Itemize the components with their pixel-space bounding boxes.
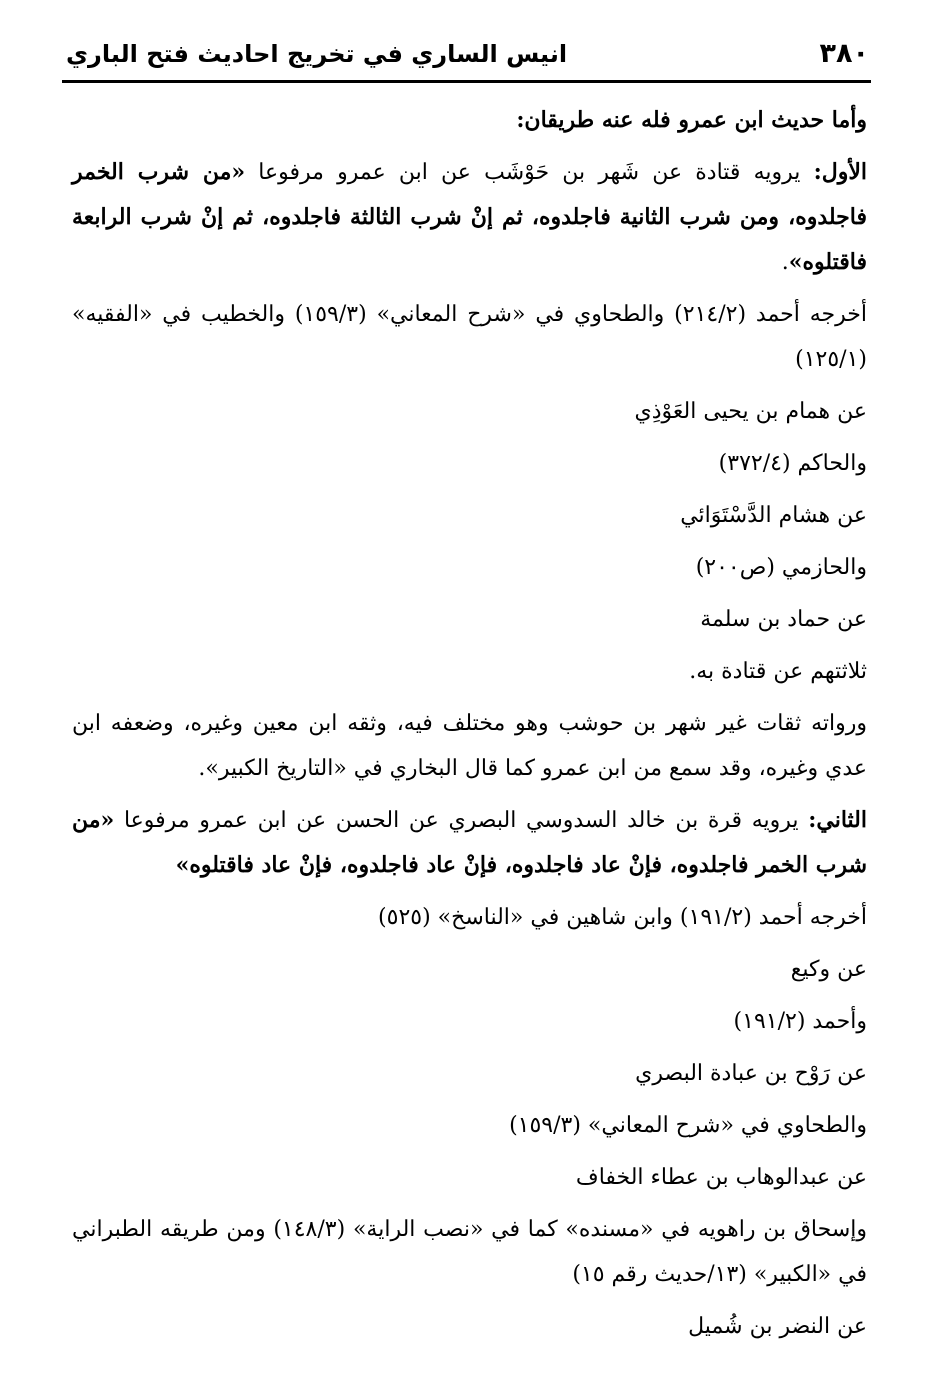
chain-line: عن وكيع (790, 957, 867, 982)
first-route-label: الأول: (813, 159, 867, 185)
section-heading: وأما حديث ابن عمرو فله عنه طريقان: (516, 107, 867, 133)
chain-line: والحازمي (ص٢٠٠) (695, 555, 867, 580)
first-route-text: يرويه قتادة عن شَهر بن حَوْشَب عن ابن عمرو مرفوعا (245, 160, 814, 185)
first-route-hadith: «من شرب الخمر فاجلدوه، ومن شرب الثانية فاجلدوه، ثم إنْ شرب الثالثة فاجلدوه، ثم إنْ شرب الرابعة فاقتلوه» (72, 159, 867, 275)
page-body (72, 98, 867, 1356)
chain-line: عن حماد بن سلمة (700, 607, 867, 632)
chain-line: عن هشام الدَّسْتَوَائي (680, 503, 867, 528)
chain-line: وأحمد (١٩١/٢) (733, 1009, 867, 1034)
chain-line: عن عبدالوهاب بن عطاء الخفاف (575, 1165, 867, 1190)
chain-line: ثلاثتهم عن قتادة به. (689, 659, 867, 684)
second-route-label: الثاني: (808, 807, 867, 833)
chain-line: أخرجه أحمد (١٩١/٢) وابن شاهين في «الناسخ» (٥٢٥) (378, 905, 867, 930)
chain-line: عن النضر بن شُميل (688, 1314, 867, 1339)
paragraph-first-route (72, 150, 867, 285)
running-title: انيس الساري في تخريج احاديث فتح الباري (66, 40, 568, 68)
chain-line: والطحاوي في «شرح المعاني» (١٥٩/٣) (509, 1113, 867, 1138)
second-route-hadith: «من شرب الخمر فاجلدوه، فإنْ عاد فاجلدوه، فإنْ عاد فاجلدوه، فإنْ عاد فاقتلوه» (72, 807, 867, 878)
chain-line: عن همام بن يحيى العَوْذِي (634, 399, 867, 424)
takhrij-paragraph-2: وإسحاق بن راهويه في «مسنده» كما في «نصب الراية» (١٤٨/٣) ومن طريقه الطبراني في «الكبير» (١٣/حديث رقم ١٥) (72, 1217, 867, 1287)
first-route-end: . (781, 250, 789, 275)
second-route-text: يرويه قرة بن خالد السدوسي البصري عن الحسن عن ابن عمرو مرفوعا (114, 808, 809, 833)
narrators-paragraph: ورواته ثقات غير شهر بن حوشب وهو مختلف فيه، وثقه ابن معين وغيره، وضعفه ابن عدي وغيره، وقد سمع من ابن عمرو كما قال البخاري في «التاريخ الكبير». (72, 711, 867, 781)
chain-line: عن رَوْح بن عبادة البصري (635, 1061, 867, 1086)
chain-line: والحاكم (٣٧٢/٤) (718, 451, 867, 476)
paragraph-second-route (72, 798, 867, 888)
takhrij-paragraph-1: أخرجه أحمد (٢١٤/٢) والطحاوي في «شرح المعاني» (١٥٩/٣) والخطيب في «الفقيه» (١٢٥/١) (72, 302, 867, 372)
page-number: ٣٨٠ (819, 38, 869, 69)
page-header (62, 34, 871, 83)
